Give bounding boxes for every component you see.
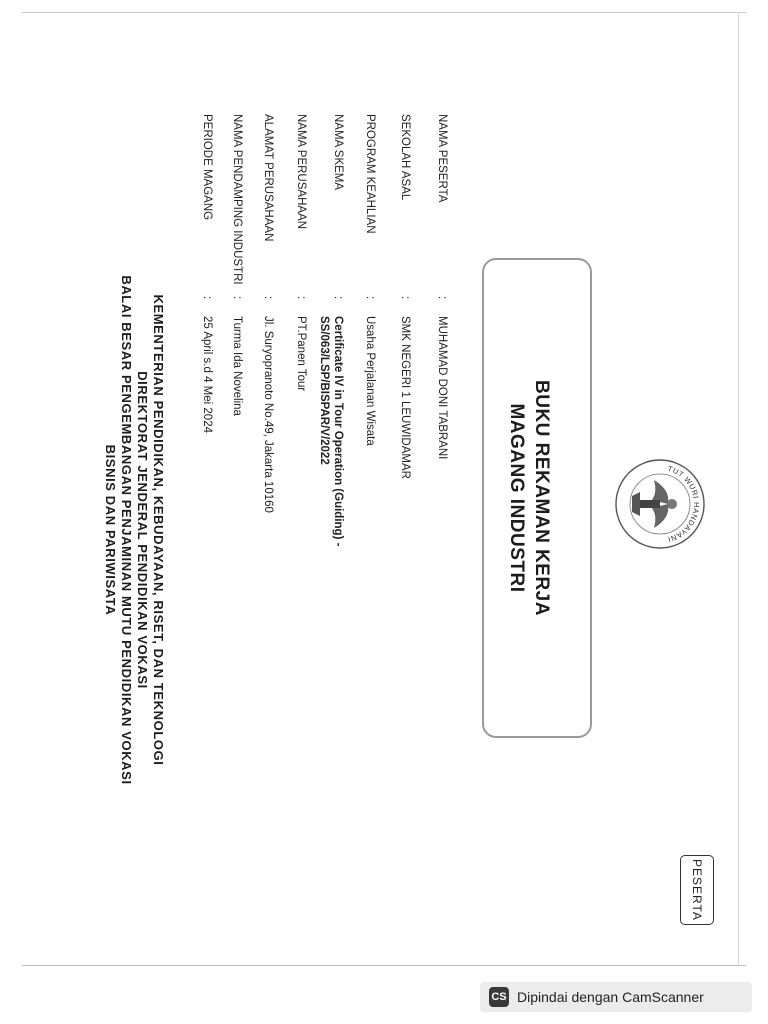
field-colon: : [364,296,376,300]
field-colon: : [201,296,213,300]
field-label-program-keahlian: PROGRAM KEAHLIAN [364,114,376,234]
field-label-nama-perusahaan: NAMA PERUSAHAAN [295,114,307,230]
field-value-sekolah-asal: SMK NEGERI 1 LEUWIDAMAR [399,316,411,479]
footer-ministry: KEMENTERIAN PENDIDIKAN, KEBUDAYAAN, RISET, DAN TEKNOLOGI [151,294,166,766]
field-label-alamat-perusahaan: ALAMAT PERUSAHAAN [262,114,274,242]
footer-directorate: DIREKTORAT JENDERAL PENDIDIKAN VOKASI [135,371,150,689]
tut-wuri-handayani-emblem-icon [614,456,710,552]
field-value-nama-pendamping: Turma Ida Novelina [231,316,243,416]
document-title-line1: BUKU REKAMAN KERJA [531,380,552,616]
field-colon: : [436,296,448,300]
field-value-program-keahlian: Usaha Perjalanan Wisata [364,316,376,446]
document-title-line2: MAGANG INDUSTRI [506,403,527,593]
field-colon: : [231,296,243,300]
camscanner-text: Dipindai dengan CamScanner [517,989,704,1005]
field-label-sekolah-asal: SEKOLAH ASAL [399,114,411,201]
peserta-badge: PESERTA [680,855,714,925]
field-value-periode-magang: 25 April s.d 4 Mei 2024 [201,316,213,433]
field-value-nama-perusahaan: PT.Panen Tour [295,316,307,392]
footer-bisnis-pariwisata: BISNIS DAN PARIWISATA [103,444,118,616]
field-value-nama-skema-code: SS/063/LSP/BISPAR/V/2022 [318,316,330,465]
field-colon: : [332,296,344,300]
field-label-nama-peserta: NAMA PESERTA [436,114,448,203]
field-value-nama-skema: Certificate IV in Tour Operation (Guiding) - [332,316,344,547]
field-label-nama-skema: NAMA SKEMA [332,114,344,191]
emblem-motto: TUT WURI HANDAYANI [666,463,702,545]
field-colon: : [262,296,274,300]
field-label-periode-magang: PERIODE MAGANG [201,114,213,221]
field-colon: : [399,296,411,300]
field-value-alamat-perusahaan: Jl. Suryopranoto No.49, Jakarta 10160 [262,316,274,513]
field-colon: : [295,296,307,300]
field-value-nama-peserta: MUHAMAD DONI TABRANI [436,316,448,460]
camscanner-logo-icon: CS [489,987,509,1007]
camscanner-watermark [480,982,752,1012]
footer-balai: BALAI BESAR PENGEMBANGAN PENJAMINAN MUTU PENDIDIKAN VOKASI [119,275,134,785]
field-label-nama-pendamping: NAMA PENDAMPING INDUSTRI [231,114,243,285]
